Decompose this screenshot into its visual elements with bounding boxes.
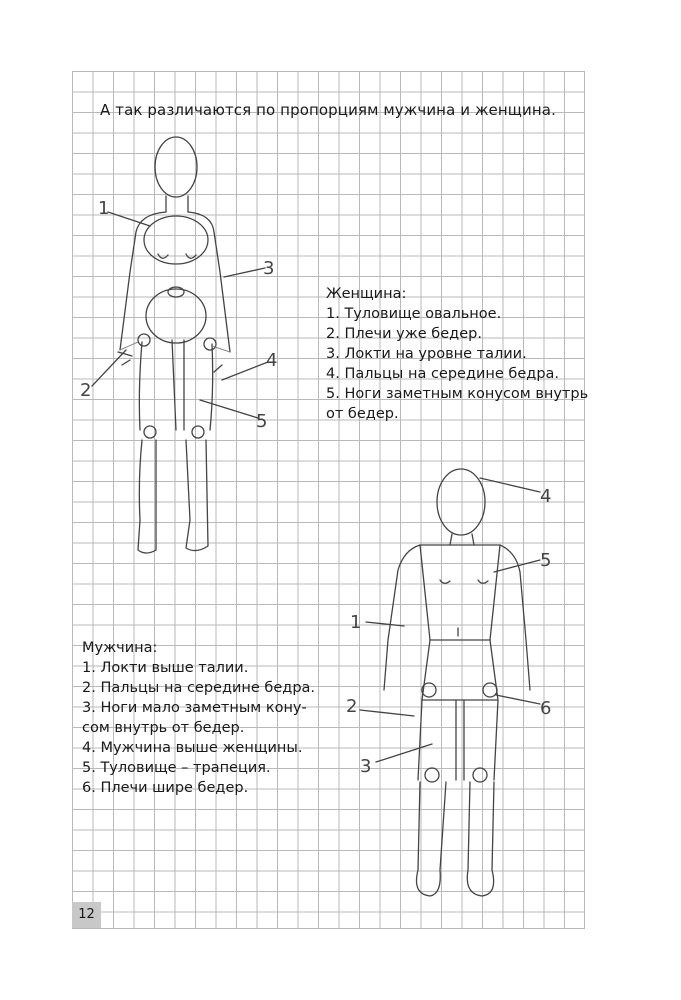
woman-heading: Женщина: <box>326 286 407 302</box>
man-item: 1. Локти выше талии. <box>82 660 249 676</box>
man-label-1: 1 <box>350 612 362 633</box>
page-number: 12 <box>72 902 101 928</box>
man-heading: Мужчина: <box>82 640 158 656</box>
man-label-3: 3 <box>360 756 372 777</box>
woman-label-1: 1 <box>98 198 110 219</box>
man-description <box>82 638 315 798</box>
man-item: 2. Пальцы на середине бедра. <box>82 680 316 696</box>
woman-label-3: 3 <box>263 258 275 279</box>
woman-label-4: 4 <box>266 350 278 371</box>
woman-item: 1. Туловище овальное. <box>326 306 502 322</box>
man-label-4: 4 <box>540 486 552 507</box>
man-label-5: 5 <box>540 550 552 571</box>
man-label-2: 2 <box>346 696 358 717</box>
woman-description <box>326 284 588 424</box>
woman-item: 5. Ноги заметным конусом внутрь <box>326 386 589 402</box>
woman-item: 2. Плечи уже бедер. <box>326 326 482 342</box>
man-item: сом внутрь от бедер. <box>82 720 245 736</box>
woman-label-5: 5 <box>256 411 268 432</box>
page-title: А так различаются по пропорциям мужчина и женщина. <box>100 101 556 119</box>
woman-item: 3. Локти на уровне талии. <box>326 346 527 362</box>
woman-item: от бедер. <box>326 406 399 422</box>
man-item: 3. Ноги мало заметным кону- <box>82 700 307 716</box>
woman-figure <box>118 137 230 553</box>
woman-item: 4. Пальцы на середине бедра. <box>326 366 560 382</box>
woman-label-2: 2 <box>80 380 92 401</box>
man-item: 6. Плечи шире бедер. <box>82 780 249 796</box>
man-item: 5. Туловище – трапеция. <box>82 760 271 776</box>
man-item: 4. Мужчина выше женщины. <box>82 740 303 756</box>
man-figure <box>384 469 530 896</box>
man-label-6: 6 <box>540 698 552 719</box>
